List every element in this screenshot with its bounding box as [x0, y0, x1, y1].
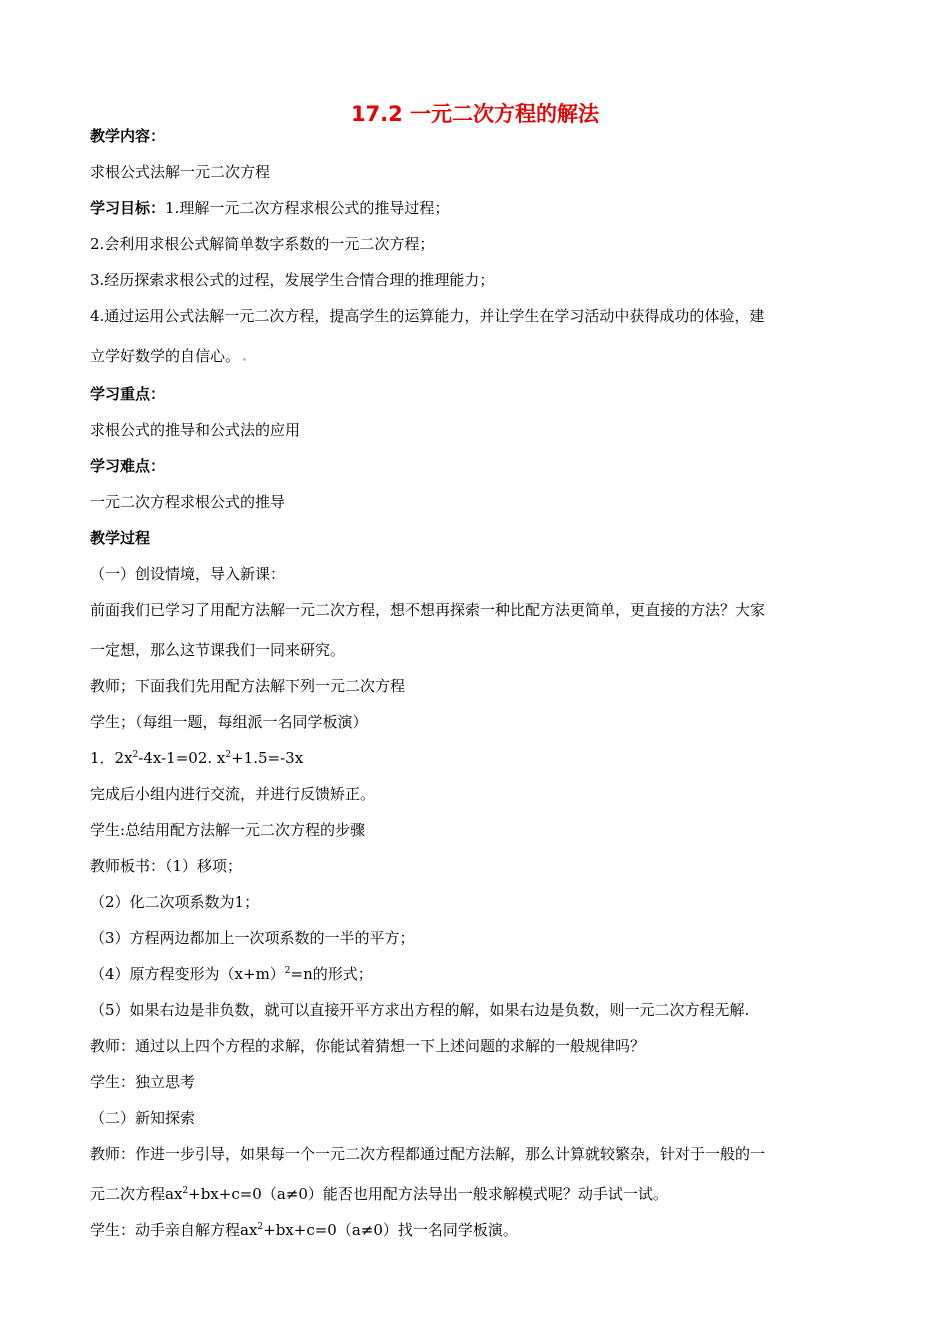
objective-3: 3.经历探索求根公式的过程，发展学生合情合理的推理能力； — [90, 271, 495, 289]
section-1-heading: （一）创设情境，导入新课： — [90, 565, 286, 583]
watermark-dot — [243, 358, 246, 361]
superscript-2: 2 — [225, 750, 232, 760]
teacher-3b-part-1: 元二次方程ax — [90, 1185, 183, 1203]
equation-part-3: +1.5=-3x — [231, 749, 304, 767]
difficulty-heading: 学习难点： — [90, 457, 166, 475]
student-line-4 — [90, 1220, 870, 1240]
teacher-3b-part-2: +bx+c=0（a≠0）能否也用配方法导出一般求解模式呢？动手试一试。 — [188, 1185, 668, 1203]
teacher-line-3b — [90, 1184, 870, 1204]
superscript-2: 2 — [182, 1186, 189, 1196]
objective-4b: 立学好数学的自信心。 — [90, 347, 241, 365]
teaching-content-heading: 教学内容： — [90, 127, 166, 145]
step-3: （3）方程两边都加上一次项系数的一半的平方； — [90, 929, 415, 947]
objective-4a: 4.通过运用公式法解一元二次方程，提高学生的运算能力，并让学生在学习活动中获得成功的体验，建 — [90, 307, 765, 325]
superscript-2: 2 — [132, 750, 139, 760]
student-line-1: 学生；（每组一题，每组派一名同学板演） — [90, 713, 368, 731]
superscript-2: 2 — [284, 966, 291, 976]
student-4-part-2: +bx+c=0（a≠0）找一名同学板演。 — [263, 1221, 518, 1239]
step-5: （5）如果右边是非负数，就可以直接开平方求出方程的解，如果右边是负数，则一元二次方程无解. — [90, 1001, 750, 1019]
teaching-content-text: 求根公式法解一元二次方程 — [90, 163, 271, 181]
equation-part-1: 1．2x — [90, 749, 133, 767]
page-title: 17.2 一元二次方程的解法 — [350, 102, 600, 126]
objective-1: 1.理解一元二次方程求根公式的推导过程； — [165, 199, 450, 217]
teacher-board-line: 教师板书：（1）移项； — [90, 857, 243, 875]
equation-line — [90, 748, 870, 768]
step-4-part-1: （4）原方程变形为（x+m） — [90, 965, 285, 983]
section-2-heading: （二）新知探索 — [90, 1109, 196, 1127]
student-line-2: 学生:总结用配方法解一元二次方程的步骤 — [90, 821, 366, 839]
student-line-3: 学生：独立思考 — [90, 1073, 196, 1091]
key-heading: 学习重点： — [90, 385, 166, 403]
objectives-heading: 学习目标： — [90, 199, 166, 217]
intro-line-a: 前面我们已学习了用配方法解一元二次方程，想不想再探索一种比配方法更简单，更直接的方法？大家 — [90, 601, 766, 619]
objective-2: 2.会利用求根公式解简单数字系数的一元二次方程； — [90, 235, 435, 253]
student-4-part-1: 学生：动手亲自解方程ax — [90, 1221, 258, 1239]
step-4-part-2: =n的形式； — [290, 965, 373, 983]
difficulty-text: 一元二次方程求根公式的推导 — [90, 493, 286, 511]
equation-part-2: -4x-1=02. x — [138, 749, 226, 767]
key-text: 求根公式的推导和公式法的应用 — [90, 421, 301, 439]
exchange-line: 完成后小组内进行交流，并进行反馈矫正。 — [90, 785, 376, 803]
process-heading: 教学过程 — [90, 529, 151, 547]
teacher-line-2: 教师：通过以上四个方程的求解，你能试着猜想一下上述问题的求解的一般规律吗？ — [90, 1037, 646, 1055]
step-2: （2）化二次项系数为1； — [90, 893, 260, 911]
objectives-line-1 — [90, 198, 870, 218]
objective-4b-line — [90, 346, 870, 366]
teacher-line-1: 教师；下面我们先用配方法解下列一元二次方程 — [90, 677, 406, 695]
step-4 — [90, 964, 870, 984]
superscript-2: 2 — [257, 1222, 264, 1232]
intro-line-b: 一定想，那么这节课我们一同来研究。 — [90, 641, 346, 659]
teacher-line-3a: 教师：作进一步引导，如果每一个一元二次方程都通过配方法解，那么计算就较繁杂，针对于一般的一 — [90, 1145, 766, 1163]
